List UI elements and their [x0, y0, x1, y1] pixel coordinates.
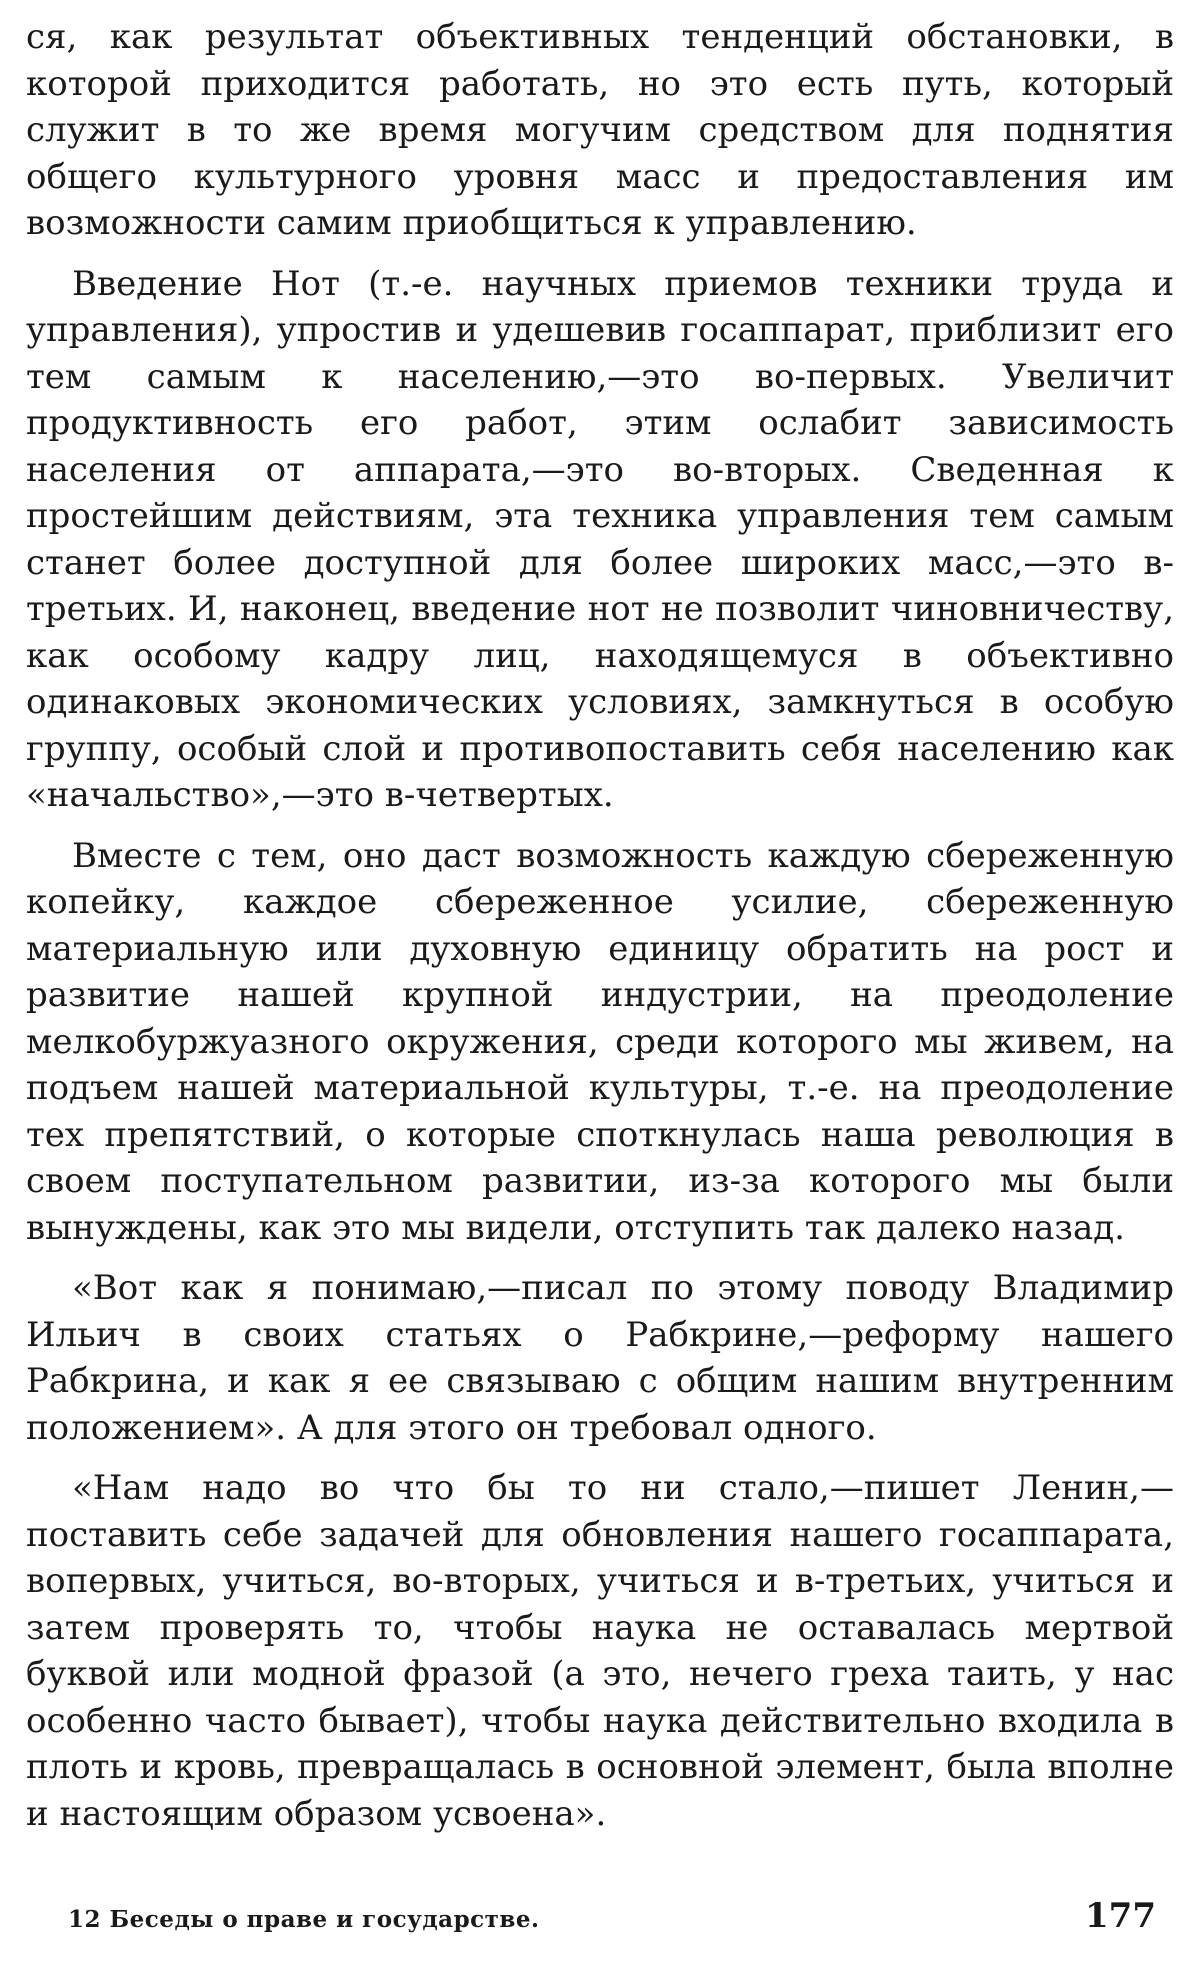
page-footer — [68, 1896, 1156, 1946]
paragraph-lenin-quote: «Нам надо во что бы то ни стало,—пишет Ленин,—поставить себе задачей для обновления нашего госаппарата, вопервых, учиться, во-вторых, учиться и в-третьих, учиться и затем проверять то, чтобы наука не оставалась мертвой буквой или модной фразой (а это, нечего греха таить, у нас особенно часто бывает), чтобы наука действительно входила в плоть и кровь, превращалась в основной элемент, была вполне и настоящим образом усвоена». — [26, 1468, 1174, 1834]
page-number: 177 — [1085, 1896, 1156, 1936]
paragraph-rabkrin-quote: «Вот как я понимаю,—писал по этому поводу Владимир Ильич в своих статьях о Рабкрине,—реформу нашего Рабкрина, и как я ее связываю с общим нашим внутренним положением». А для этого он требовал одного. — [26, 1268, 1174, 1448]
page-body — [26, 14, 1174, 1837]
footer-signature: 12 Беседы о праве и государстве. — [68, 1906, 540, 1933]
paragraph-not-introduction: Введение Нот (т.-е. научных приемов техники труда и управления), упростив и удешевив госаппарат, приблизит его тем самым к населению,—это во-первых. Увеличит продуктивность его работ, этим ослабит зависимость населения от аппарата,—это во-вторых. Сведенная к простейшим действиям, эта техника управления тем самым станет более доступной для более широких масс,—это в-третьих. И, наконец, введение нот не позволит чиновничеству, как особому кадру лиц, находящемуся в объективно одинаковых экономических условиях, замкнуться в особую группу, особый слой и противопоставить себя населению как «начальство»,—это в-четвертых. — [26, 263, 1174, 815]
paragraph-savings: Вместе с тем, оно даст возможность каждую сбереженную копейку, каждое сбереженное усилие, сбереженную материальную или духовную единицу обратить на рост и развитие нашей крупной индустрии, на преодоление мелкобуржуазного окружения, среди которого мы живем, на подъем нашей материальной культуры, т.-е. на преодоление тех препятствий, о которые споткнулась наша революция в своем поступательном развитии, из-за которого мы были вынуждены, как это мы видели, отступить так далеко назад. — [26, 835, 1174, 1248]
paragraph-continuation: ся, как результат объективных тенденций обстановки, в которой приходится работать, но это есть путь, который служит в то же время могучим средством для поднятия общего культурного уровня масс и предоставления им возможности самим приобщиться к управлению. — [26, 17, 1174, 243]
